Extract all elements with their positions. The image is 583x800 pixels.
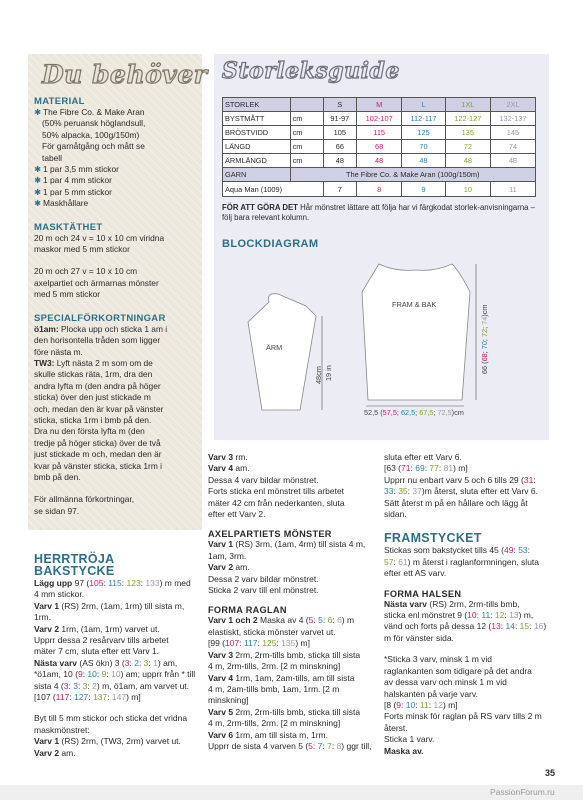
material-item	[34, 164, 200, 175]
bullet-icon: ✱	[34, 175, 42, 186]
abbrev-text: sticka, sticka 1rm i bmb på den.	[34, 414, 152, 425]
abbrev-text: För allmänna förkortningar,	[34, 494, 135, 505]
table-row	[223, 154, 536, 168]
material-item	[34, 187, 200, 198]
bullet-icon: ✱	[34, 198, 42, 209]
value-cell: 48	[445, 154, 490, 168]
column-right	[384, 452, 549, 757]
value-cell: 74	[490, 140, 535, 154]
page-number: 35	[545, 768, 556, 778]
row-label: BYSTMÅTT	[223, 112, 291, 126]
abbrev-line	[34, 494, 200, 505]
column-middle	[208, 452, 380, 752]
unit-cell: cm	[290, 126, 323, 140]
abbrev-term: TW3:	[34, 357, 55, 368]
bullet-icon: ✱	[34, 107, 42, 117]
unit-cell: cm	[290, 154, 323, 168]
shoulder-instructions: Varv 1 (RS) 3rm, (1am, 4rm) till sista 4 m, 1am, 3rm. Varv 2 am. Dessa 2 varv bildar mönstret. Sticka 2 varv till enl mönstret.	[208, 539, 366, 596]
abbrev-line	[34, 358, 200, 369]
value-cell: 91-97	[323, 112, 357, 126]
abbrev-text: före nästa m.	[34, 346, 83, 357]
unit-cell: cm	[290, 112, 323, 126]
value-cell: 11	[490, 182, 535, 196]
table-row	[223, 112, 536, 126]
gauge-line	[34, 255, 200, 266]
value-cell: 9	[402, 182, 446, 196]
width-l: 62,5	[400, 408, 416, 417]
header-cell: S	[323, 98, 357, 112]
material-text: Maskhållare	[43, 198, 89, 209]
gauge-line: maskor med 5 mm stickor	[34, 244, 130, 255]
table-row	[223, 126, 536, 140]
abbrev-text: Plocka upp och sticka 1 am i	[58, 323, 168, 334]
unit-cell: cm	[290, 140, 323, 154]
abbrev-line	[34, 347, 200, 358]
size-table	[222, 97, 536, 197]
gauge-heading: MASKTÄTHET	[34, 221, 103, 233]
length-2xl: 74	[480, 316, 489, 325]
value-cell: 48	[357, 154, 402, 168]
abbrev-text: den horisontella tråden som ligger	[34, 335, 161, 346]
material-item	[34, 118, 200, 129]
table-row	[223, 140, 536, 154]
neck-instructions: Nästa varv (RS) 2rm, 2rm-tills bmb, sticka enl mönstret 9 (10: 11: 12: 13) m, vänd och forts på dessa 12 (13: 14: 15: 16) m för vänster sida. *Sticka 3 varv, minsk 1 m vid raglankanten som tidigare på det andra av dessa varv och minsk 1 m vid halskanten på varje varv. [8 (9: 10: 11: 12) m] Forts minsk för raglan på RS varv tills 2 m återst. Sticka 1 varv. Maska av.	[384, 598, 547, 756]
watermark: PassionForum.ru	[490, 787, 555, 797]
materials-content	[34, 96, 200, 517]
abbrev-text: tredje på höger sticka) över de två	[34, 437, 161, 448]
yarn-name: The Fibre Co. & Make Aran (100g/150m)	[290, 168, 535, 182]
material-heading: MATERIAL	[34, 96, 85, 107]
abbrev-text: skulle stickas räta, 1rm, dra den	[34, 369, 153, 380]
abbrev-line	[34, 335, 200, 346]
material-text: 1 par 4 mm stickor	[43, 175, 112, 186]
value-cell: 102-107	[357, 112, 402, 126]
length-unit: )cm	[480, 304, 489, 317]
abbrev-line	[34, 381, 200, 392]
value-cell: 8	[357, 182, 402, 196]
header-cell: M	[357, 98, 402, 112]
abbrev-text: sticka) över den just stickade m	[34, 392, 151, 403]
value-cell: 48	[490, 154, 535, 168]
raglan-instructions: Varv 1 och 2 Maska av 4 (5: 5: 6: 6) m elastiskt, sticka mönster varvet ut. [99 (107: 117: 125: 135) m] Varv 3 2rm, 2rm-tills bmb, sticka till sista 4 m, 2rm-tills, 2rm. [2 m minskning] Varv 4 1rm, 1am, 2am-tills, am till sista 4 m, 2am-tills bmb, 1am, 1rm. [2 m minskning] Varv 5 2rm, 2rm-tills bmb, sticka till sista 4 m, 2rm-tills, 2rm. [2 m minskning] Varv 6 1rm, am till sista m, 1rm. Upprr de sista 4 varven 5 (5: 7: 7: 8) ggr till,	[208, 615, 372, 751]
table-row	[223, 182, 536, 196]
header-cell: 2XL	[490, 98, 535, 112]
abbrev-line	[34, 369, 200, 380]
material-item	[34, 198, 200, 209]
material-item	[34, 107, 200, 118]
gauge-line: med 5 mm stickor	[34, 289, 101, 300]
material-item	[34, 175, 200, 186]
material-text: För garnåtgång och mått se	[42, 141, 145, 152]
gauge-text	[34, 233, 200, 301]
abbrev-text: kvar på vänster sticka, sticka 1rm i	[34, 460, 162, 471]
body-width-label: 52,5 (57,5; 62,5; 67,5; 72,5)cm	[364, 408, 464, 417]
abbrev-text: andra lyfta m (den andra på höger	[34, 380, 161, 391]
section-subtitle: BAKSTYCKE	[34, 564, 115, 578]
back-section	[34, 552, 204, 759]
neck-heading: FORMA HALSEN	[384, 588, 462, 599]
abbrev-line	[34, 438, 200, 449]
value-cell: 70	[402, 140, 446, 154]
value-cell: 122-127	[445, 112, 490, 126]
header-cell: 1XL	[445, 98, 490, 112]
material-list	[34, 107, 200, 210]
value-cell: 66	[323, 140, 357, 154]
value-cell: 105	[323, 126, 357, 140]
abbrev-text: Dra nu den första lyfta m (den	[34, 426, 145, 437]
abbrev-text: se sidan 97.	[34, 505, 80, 516]
width-m: 57,5	[382, 408, 397, 417]
value-cell: 112-117	[402, 112, 446, 126]
yarn-header-row	[223, 168, 536, 182]
note-bold: FÖR ATT GÖRA DET	[222, 203, 298, 212]
size-table-header	[223, 98, 536, 112]
abbrev-line	[34, 449, 200, 460]
abbrev-line	[34, 392, 200, 403]
length-l: 70	[480, 341, 489, 350]
material-text: 50% alpacka, 100g/150m)	[42, 129, 140, 140]
body-label: FRAM & BAK	[392, 300, 437, 309]
abbrev-text: Lyft nästa 2 m som om de	[54, 357, 153, 368]
gauge-line: 20 m och 24 v = 10 x 10 cm viridna	[34, 232, 165, 243]
value-cell: 48	[402, 154, 446, 168]
material-item	[34, 141, 200, 152]
value-cell: 7	[323, 182, 357, 196]
value-cell: 115	[357, 126, 402, 140]
pattern-continuation: Varv 3 rm. Varv 4 am. Dessa 4 varv bildar mönstret. Forts sticka enl mönstret tills arbetet mäter 42 cm från nederkanten, sluta efter ett Varv 2.	[208, 452, 345, 520]
abbrev-line	[34, 483, 200, 494]
raglan-heading: FORMA RAGLAN	[208, 605, 287, 616]
material-text: 1 par 5 mm stickor	[43, 186, 112, 197]
section-title: HERRTRÖJA	[34, 552, 115, 566]
gauge-line: 20 m och 27 v = 10 x 10 cm	[34, 266, 138, 277]
gauge-line: axelpartiet och ärmarnas mönster	[34, 277, 159, 288]
shoulder-heading: AXELPARTIETS MÖNSTER	[208, 529, 332, 540]
block-diagram-title: BLOCKDIAGRAM	[222, 238, 319, 250]
value-cell: 145	[490, 126, 535, 140]
bullet-icon: ✱	[34, 164, 42, 175]
back-instructions: Lägg upp 97 (105: 115: 123: 133) m med 4 mm stickor. Varv 1 (RS) 2rm, (1am, 1rm) till sista m, 1rm. Varv 2 1rm, (1am, 1rm) varvet ut. Upprr dessa 2 resårvarv tills arbetet mäter 7 cm, sluta efter ett Varv 1. Nästa varv (AS ökn) 3 (3: 2: 3: 1) am, *ö1am, 10 (9: 10: 9: 10) am; upprr från * till sista 4 (3: 3: 3: 2) m, ö1am, am varvet ut. [107 (117: 127: 137: 147) m] Byt till 5 mm stickor och sticka det vridna maskmönstret: Varv 1 (RS) 2rm, (TW3, 2rm) varvet ut. Varv 2 am.	[34, 578, 196, 758]
width-1xl: 67,5	[419, 408, 434, 417]
width-2xl: 72,5	[437, 408, 452, 417]
value-cell: 68	[357, 140, 402, 154]
abbrev-term: ö1am:	[34, 323, 59, 334]
value-cell: 72	[445, 140, 490, 154]
abbrev-line	[34, 472, 200, 483]
abbrev-text: just stickade m och, medan den är	[34, 449, 162, 460]
front-instructions: Stickas som bakstycket tills 45 (49: 53: 57: 61) m återst i raglanformningen, sluta efter ett AS varv.	[384, 545, 540, 579]
material-text: (50% peruansk höglandsull,	[42, 118, 146, 129]
sleeve-height-label: 48cm	[314, 366, 323, 384]
abbrev-line	[34, 324, 200, 335]
length-1xl: 72	[480, 328, 489, 338]
sleeve-label: ÄRM	[266, 343, 283, 352]
color-note	[222, 203, 540, 223]
length-m: 68	[480, 353, 489, 362]
note-text: Hår mönstret lättare att följa har vi färgkodat storlek-anvisningarna – följ bara relevant kolumn.	[222, 203, 536, 222]
abbrev-text: och, medan den är kvar på vänster	[34, 403, 164, 414]
material-item	[34, 153, 200, 164]
bullet-icon: ✱	[34, 186, 42, 197]
value-cell: 135	[445, 126, 490, 140]
value-cell: 125	[402, 126, 446, 140]
front-title: FRAMSTYCKET	[384, 531, 482, 546]
value-cell: 10	[445, 182, 490, 196]
abbrev-line	[34, 506, 200, 517]
row-label: BRÖSTVIDD	[223, 126, 291, 140]
material-text: The Fibre Co. & Make Aran	[43, 107, 145, 117]
value-cell: 48	[323, 154, 357, 168]
sleeve-height-inch-label: 19 in	[324, 365, 333, 381]
raglan-continuation: sluta efter ett Varv 6. [63 (71: 69: 77: 81) m] Upprr nu enbart varv 5 och 6 tills 29 (31: 33: 35: 37)m återst, sluta efter ett Varv 6. Sätt återst m på en hållare och lägg åt sidan.	[384, 452, 538, 520]
header-cell	[290, 98, 323, 112]
abbrev-text	[34, 324, 200, 518]
row-label: Aqua Man (1009)	[223, 182, 324, 196]
size-guide-title: Storleksguide	[222, 58, 400, 84]
material-text: 1 par 3,5 mm stickor	[43, 164, 119, 175]
material-text: tabell	[42, 152, 63, 163]
abbrev-heading: SPECIALFÖRKORTNINGAR	[34, 312, 166, 324]
body-length-label: 66 (68; 70; 72; 74)cm	[480, 304, 489, 374]
body-shape	[362, 264, 470, 400]
width-s: 52,5 (	[364, 408, 383, 417]
header-cell: L	[402, 98, 446, 112]
materials-title: Du behöver	[42, 60, 208, 89]
width-unit: )cm	[451, 408, 464, 417]
material-item	[34, 130, 200, 141]
value-cell: 132-137	[490, 112, 535, 126]
abbrev-text: bmb på den.	[34, 471, 81, 482]
abbrev-line	[34, 461, 200, 472]
row-label: ÄRMLÄNGD	[223, 154, 291, 168]
abbrev-line	[34, 415, 200, 426]
abbrev-line	[34, 404, 200, 415]
length-s: 66 (	[480, 361, 489, 374]
yarn-label: GARN	[223, 168, 291, 182]
abbrev-line	[34, 426, 200, 437]
row-label: LÄNGD	[223, 140, 291, 154]
header-cell: STORLEK	[223, 98, 291, 112]
